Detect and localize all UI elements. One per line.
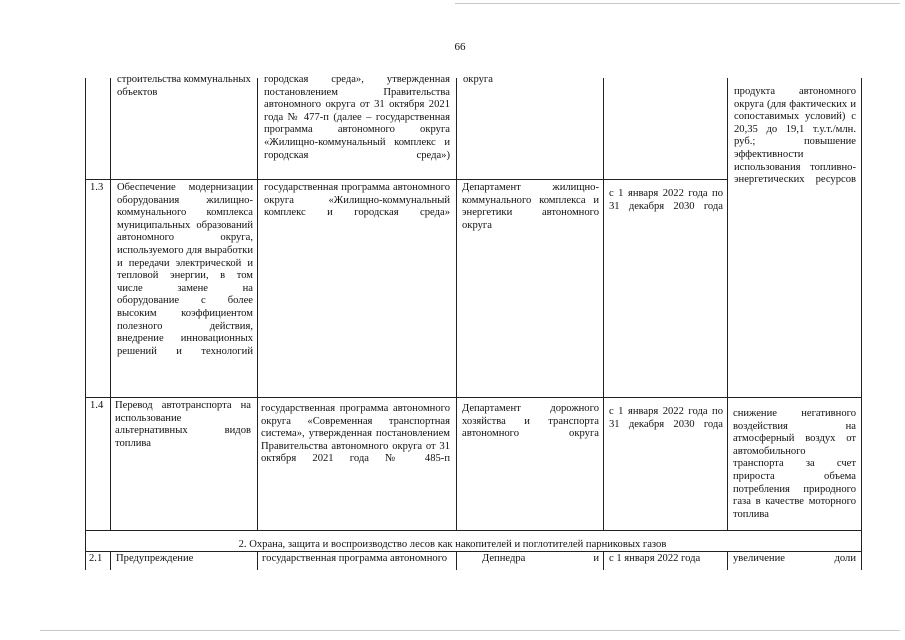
row-21-responsible-text: Депнедра и (482, 553, 599, 564)
cont-program-text: городская среда», утвержденная постановлением Правительства автономного округа от 31 октября 2021 года № 477-п (далее – государственная программа автономного округа «Жилищно-коммунальный комплекс и городская среда») (264, 74, 450, 161)
row-divider-section (85, 530, 862, 531)
row-14-number: 1.4 (90, 400, 104, 411)
row-14-period-text: с 1 января 2022 года по 31 декабря 2030 года (609, 406, 723, 430)
row-13-name-cell (117, 182, 253, 358)
row-13-name-text: Обеспечение модернизации оборудования жилищно-коммунального комплекса муниципальных образований автономного округа, используемого для выработки и передачи электрической и тепловой энергии, в том числе замене на оборудование с более высоким коэффициентом полезного действия, внедрение инновационных решений и технологий (117, 182, 253, 357)
row-21-result-cell (733, 553, 856, 566)
row-divider-21 (85, 551, 862, 552)
row-14-result-text: снижение негативного воздействия на атмосферный воздух от автомобильного транспорта за счет прироста объема потребления природного газа в качестве моторного топлива (733, 408, 856, 520)
page-number: 66 (454, 41, 466, 53)
row-21-period-cell (609, 553, 725, 566)
row-21-name-cell (116, 553, 254, 566)
row-14-responsible-cell (462, 403, 599, 441)
cont-responsible-cell (463, 74, 599, 87)
cont-responsible-text: округа (463, 74, 493, 85)
row-13-period-text: с 1 января 2022 года по 31 декабря 2030 года (609, 188, 723, 212)
row-13-number: 1.3 (90, 182, 104, 193)
col-divider-4 (603, 78, 604, 530)
row-21-number: 2.1 (89, 553, 103, 564)
col-divider-3b (456, 551, 457, 570)
cont-name-cell (117, 74, 255, 99)
row-21-program-text: государственная программа автономного (262, 553, 448, 564)
scan-artifact-top (455, 3, 900, 4)
cont-program-cell (264, 74, 450, 162)
row-14-name-cell (115, 400, 251, 450)
table-border-right (861, 78, 862, 570)
row-13-responsible-cell (462, 182, 599, 232)
row-21-period-text: с 1 января 2022 года (609, 553, 701, 564)
section-2-heading: 2. Охрана, защита и воспроизводство лесов как накопителей и поглотителей парниковых газов (238, 539, 667, 550)
row-13-program-cell (264, 182, 450, 220)
col-divider-2 (257, 78, 258, 530)
row-14-result-cell (733, 408, 856, 521)
row-14-program-text: государственная программа автономного округа «Современная транспортная система», утвержденная постановлением Правительства автономного округа от 31 октября 2021 года № 485-п (261, 403, 450, 465)
col-divider-1b (110, 551, 111, 570)
table-border-left (85, 78, 86, 570)
col-divider-4b (603, 551, 604, 570)
row-21-program-cell (262, 553, 452, 566)
row-divider-14 (85, 397, 862, 398)
col-divider-5 (727, 78, 728, 530)
row-14-name-text: Перевод автотранспорта на использование альтернативных видов топлива (115, 400, 251, 449)
row-14-period-cell (609, 406, 723, 431)
cont-result-cell (734, 86, 856, 187)
row-13-program-text: государственная программа автономного округа «Жилищно-коммунальный комплекс и городская среда» (264, 182, 450, 219)
col-divider-2b (257, 551, 258, 570)
row-21-result-text: увеличение доли (733, 553, 856, 564)
row-13-responsible-text: Департамент жилищно-коммунального комплекса и энергетики автономного округа (462, 182, 599, 231)
cont-result-text: продукта автономного округа (для фактических и сопоставимых условий) с 20,35 до 19,1 т.у.т./млн. руб.; повышение эффективности использования топливно-энергетических ресурсов (734, 86, 856, 186)
row-21-responsible-cell (482, 553, 599, 566)
col-divider-3 (456, 78, 457, 530)
row-21-name-text: Предупреждение (116, 553, 194, 564)
row-divider-13-cols1-4 (85, 179, 728, 180)
scan-artifact-bottom (40, 630, 900, 631)
col-divider-1 (110, 78, 111, 530)
row-14-responsible-text: Департамент дорожного хозяйства и транспорта автономного округа (462, 403, 599, 440)
col-divider-5b (727, 551, 728, 570)
row-14-program-cell (261, 403, 450, 466)
cont-name-text: строительства коммунальных объектов (117, 74, 251, 98)
row-13-period-cell (609, 188, 723, 213)
